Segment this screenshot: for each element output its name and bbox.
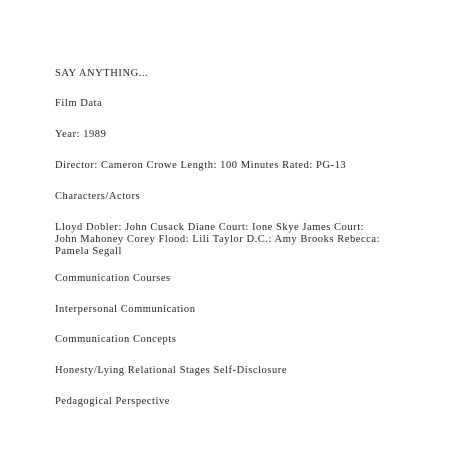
perspective-heading: Pedagogical Perspective <box>55 396 170 407</box>
course-line: Interpersonal Communication <box>55 304 196 315</box>
characters-paragraph: Lloyd Dobler: John Cusack Diane Court: Ione Skye James Court: John Mahoney Corey Flood: Lili Taylor D.C.: Amy Brooks Rebecca: Pamela Segall <box>55 222 381 257</box>
concepts-line: Honesty/Lying Relational Stages Self-Disclosure <box>55 365 288 376</box>
courses-heading: Communication Courses <box>55 273 171 284</box>
year-line: Year: 1989 <box>55 129 107 140</box>
document-title: SAY ANYTHING... <box>55 68 149 79</box>
concepts-heading: Communication Concepts <box>55 334 177 345</box>
film-details-line: Director: Cameron Crowe Length: 100 Minutes Rated: PG-13 <box>55 160 347 171</box>
film-data-heading: Film Data <box>55 98 103 109</box>
characters-heading: Characters/Actors <box>55 191 141 202</box>
